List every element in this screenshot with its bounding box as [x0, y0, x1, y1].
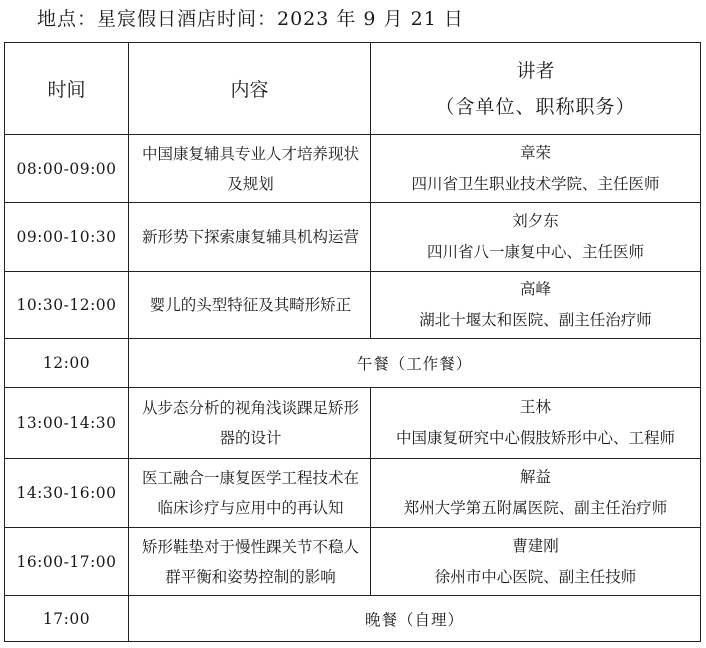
session-speaker	[371, 135, 701, 203]
session-time: 16:00-17:00	[5, 528, 129, 596]
speaker-org: 中国康复研究中心假肢矫形中心、工程师	[395, 429, 675, 447]
session-time: 13:00-14:30	[5, 388, 129, 459]
speaker-name: 刘夕东	[512, 212, 559, 230]
session-speaker	[371, 528, 701, 596]
column-header-speaker-subtitle: （含单位、职称职务）	[435, 95, 636, 118]
session-topic: 新形势下探索康复辅具机构运营	[129, 203, 371, 272]
table-row	[5, 135, 701, 203]
table-row	[5, 459, 701, 528]
column-header-topic: 内容	[129, 43, 371, 135]
table-row	[5, 596, 701, 642]
schedule-table	[4, 42, 701, 642]
session-speaker	[371, 459, 701, 528]
meal-label: 午餐（工作餐）	[129, 339, 701, 388]
session-topic: 从步态分析的视角浅谈踝足矫形器的设计	[129, 388, 371, 459]
session-speaker	[371, 272, 701, 339]
speaker-org: 四川省八一康复中心、主任医师	[426, 243, 644, 261]
meal-time: 12:00	[5, 339, 129, 388]
speaker-name: 曹建刚	[512, 536, 559, 555]
column-header-time: 时间	[5, 43, 129, 135]
table-header-row	[5, 43, 701, 135]
column-header-speaker	[371, 43, 701, 135]
table-row	[5, 388, 701, 459]
table-row	[5, 272, 701, 339]
table-row	[5, 339, 701, 388]
column-header-speaker-title: 讲者	[516, 59, 555, 82]
meal-time: 17:00	[5, 596, 129, 642]
speaker-name: 王林	[519, 398, 551, 416]
session-time: 10:30-12:00	[5, 272, 129, 339]
speaker-org: 郑州大学第五附属医院、副主任治疗师	[403, 499, 668, 517]
speaker-name: 高峰	[519, 280, 551, 298]
speaker-org: 徐州市中心医院、副主任技师	[434, 567, 637, 586]
speaker-name: 章荣	[519, 143, 551, 162]
venue-date-header: 地点：星宸假日酒店时间：2023 年 9 月 21 日	[37, 8, 464, 30]
session-topic: 婴儿的头型特征及其畸形矫正	[129, 272, 371, 339]
session-speaker	[371, 388, 701, 459]
session-speaker	[371, 203, 701, 272]
session-time: 14:30-16:00	[5, 459, 129, 528]
session-topic: 医工融合一康复医学工程技术在临床诊疗与应用中的再认知	[129, 459, 371, 528]
speaker-org: 四川省卫生职业技术学院、主任医师	[411, 174, 660, 193]
session-time: 09:00-10:30	[5, 203, 129, 272]
table-row	[5, 528, 701, 596]
session-topic: 中国康复辅具专业人才培养现状及规划	[129, 135, 371, 203]
meal-label: 晚餐（自理）	[129, 596, 701, 642]
session-topic: 矫形鞋垫对于慢性踝关节不稳人群平衡和姿势控制的影响	[129, 528, 371, 596]
table-row	[5, 203, 701, 272]
speaker-name: 解益	[519, 468, 551, 486]
speaker-org: 湖北十堰太和医院、副主任治疗师	[419, 311, 652, 329]
session-time: 08:00-09:00	[5, 135, 129, 203]
